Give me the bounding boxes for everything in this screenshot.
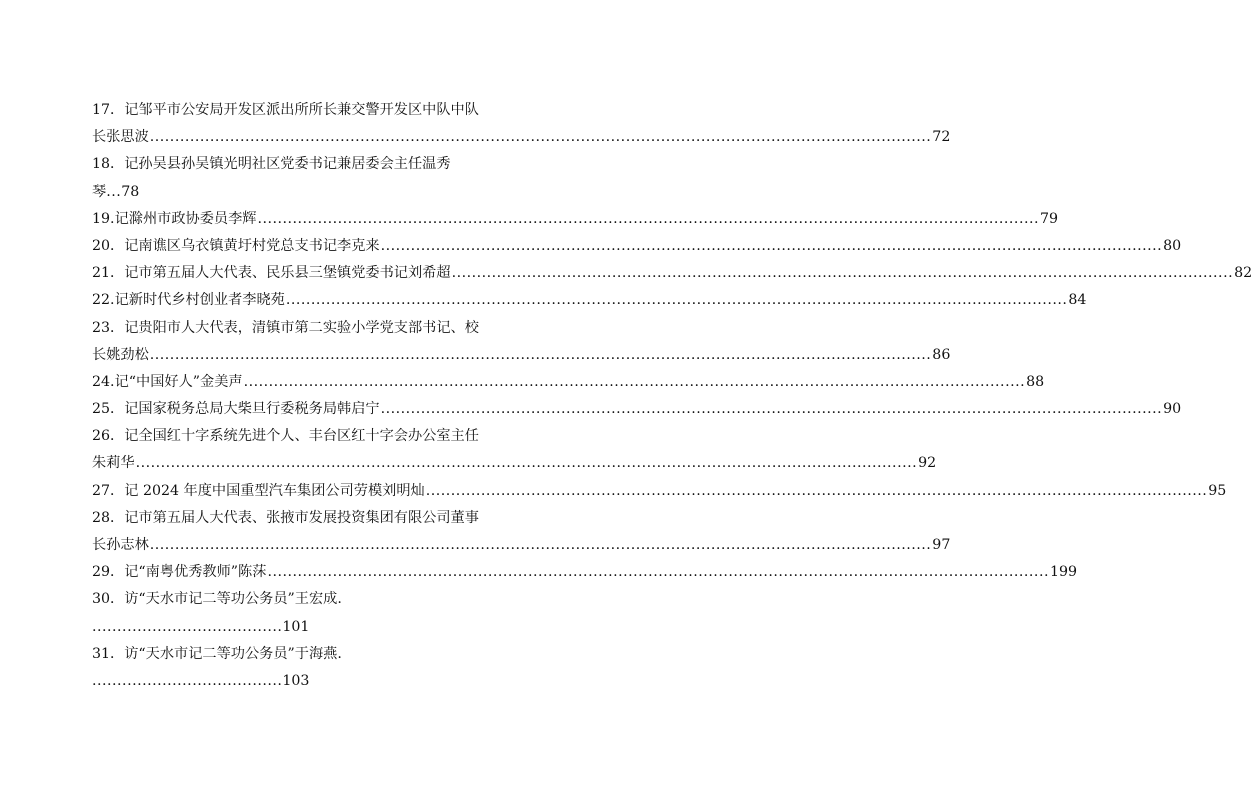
toc-entry-17-line2 (92, 124, 951, 151)
toc-entry-23-line1 (92, 315, 497, 342)
toc-entry-31-line1 (92, 641, 497, 668)
toc-entry-title: 24.记“中国好人”金美声 (92, 373, 243, 390)
dot-leader: ............................................................................................................................................................ (380, 401, 1163, 418)
page-number: 86 (932, 346, 951, 363)
toc-entry-title-cont: 长姚劲松 (92, 346, 149, 363)
table-of-contents (92, 97, 1252, 695)
toc-entry-27 (92, 478, 1227, 505)
dot-leader: ............................................................................................................................................................ (425, 482, 1208, 499)
toc-entry-31-line2 (92, 668, 497, 695)
toc-entry-title: 29．记“南粤优秀教师”陈莯 (92, 564, 267, 581)
toc-entry-title: 28．记市第五届人大代表、张掖市发展投资集团有限公司董事 (92, 509, 479, 526)
page-number: 95 (1208, 482, 1227, 499)
toc-entry-26-line1 (92, 423, 497, 450)
dot-leader: ... (106, 183, 122, 200)
toc-entry-17-line1 (92, 97, 497, 124)
dot-leader: ............................................................................................................................................................ (285, 292, 1068, 309)
dot-leader: ............................................................................................................................................................ (135, 455, 918, 472)
dot-leader: ............................................................................................................................................................ (380, 237, 1163, 254)
dot-leader: ...................................... (92, 672, 283, 689)
dot-leader: ............................................................................................................................................................ (451, 265, 1234, 282)
toc-entry-19 (92, 206, 1059, 233)
toc-entry-25 (92, 396, 1182, 423)
toc-entry-title: 23．记贵阳市人大代表，清镇市第二实验小学党支部书记、校 (92, 319, 479, 336)
toc-entry-title-cont: 朱莉华 (92, 455, 135, 472)
dot-leader: ............................................................................................................................................................ (149, 537, 932, 553)
toc-entry-18-line1 (92, 151, 497, 178)
toc-entry-title: 22.记新时代乡村创业者李晓苑 (92, 292, 285, 309)
dot-leader: ............................................................................................................................................................ (257, 210, 1039, 227)
toc-entry-title-cont: 琴 (92, 183, 107, 200)
dot-leader: ............................................................................................................................................................ (149, 346, 932, 363)
page-number: 97 (932, 537, 951, 553)
dot-leader: ............................................................................................................................................................ (243, 373, 1026, 390)
toc-entry-title-cont: 长孙志林 (92, 537, 149, 553)
page-number: 90 (1163, 401, 1182, 418)
page-number: 101 (282, 618, 310, 635)
toc-entry-title: 31．访“天水市记二等功公务员”于海燕. (92, 645, 342, 662)
toc-entry-20 (92, 233, 1182, 260)
toc-entry-title-cont: 长张思波 (92, 129, 149, 146)
toc-entry-18-line2 (92, 179, 497, 206)
page-number: 84 (1068, 292, 1087, 309)
page-number: 80 (1163, 237, 1182, 254)
dot-leader: ...................................... (92, 618, 283, 635)
toc-entry-30-line1 (92, 586, 497, 613)
toc-entry-title: 19.记滁州市政协委员李辉 (92, 210, 257, 227)
toc-entry-21 (92, 260, 1252, 287)
toc-entry-28-line2 (92, 532, 951, 559)
toc-entry-title: 18．记孙吴县孙吴镇光明社区党委书记兼居委会主任温秀 (92, 156, 451, 173)
page-number: 78 (121, 183, 140, 200)
toc-entry-title: 21．记市第五届人大代表、民乐县三堡镇党委书记刘希超 (92, 265, 451, 282)
toc-entry-30-line2 (92, 614, 497, 641)
page-number: 88 (1026, 373, 1045, 390)
toc-entry-26-line2 (92, 450, 937, 477)
toc-entry-22 (92, 287, 1087, 314)
toc-entry-title: 26．记全国红十字系统先进个人、丰台区红十字会办公室主任 (92, 428, 479, 445)
toc-entry-title: 17．记邹平市公安局开发区派出所所长兼交警开发区中队中队 (92, 102, 479, 118)
page-number: 103 (282, 672, 310, 689)
toc-entry-24 (92, 369, 1045, 396)
dot-leader: ............................................................................................................................................................ (267, 564, 1049, 581)
toc-entry-title: 25．记国家税务总局大柴旦行委税务局韩启宁 (92, 401, 380, 418)
toc-entry-23-line2 (92, 342, 951, 369)
page-number: 72 (932, 129, 951, 146)
page-number: 82 (1234, 265, 1252, 282)
page-number: 79 (1039, 210, 1059, 227)
toc-entry-28-line1 (92, 505, 497, 532)
dot-leader: ............................................................................................................................................................ (149, 129, 932, 146)
toc-entry-29 (92, 559, 1078, 586)
page-number: 92 (918, 455, 937, 472)
page-number: 199 (1049, 564, 1078, 581)
toc-entry-title: 27．记 2024 年度中国重型汽车集团公司劳模刘明灿 (92, 482, 425, 499)
toc-entry-title: 20．记南谯区乌衣镇黄圩村党总支书记李克来 (92, 237, 380, 254)
toc-entry-title: 30．访“天水市记二等功公务员”王宏成. (92, 591, 342, 608)
